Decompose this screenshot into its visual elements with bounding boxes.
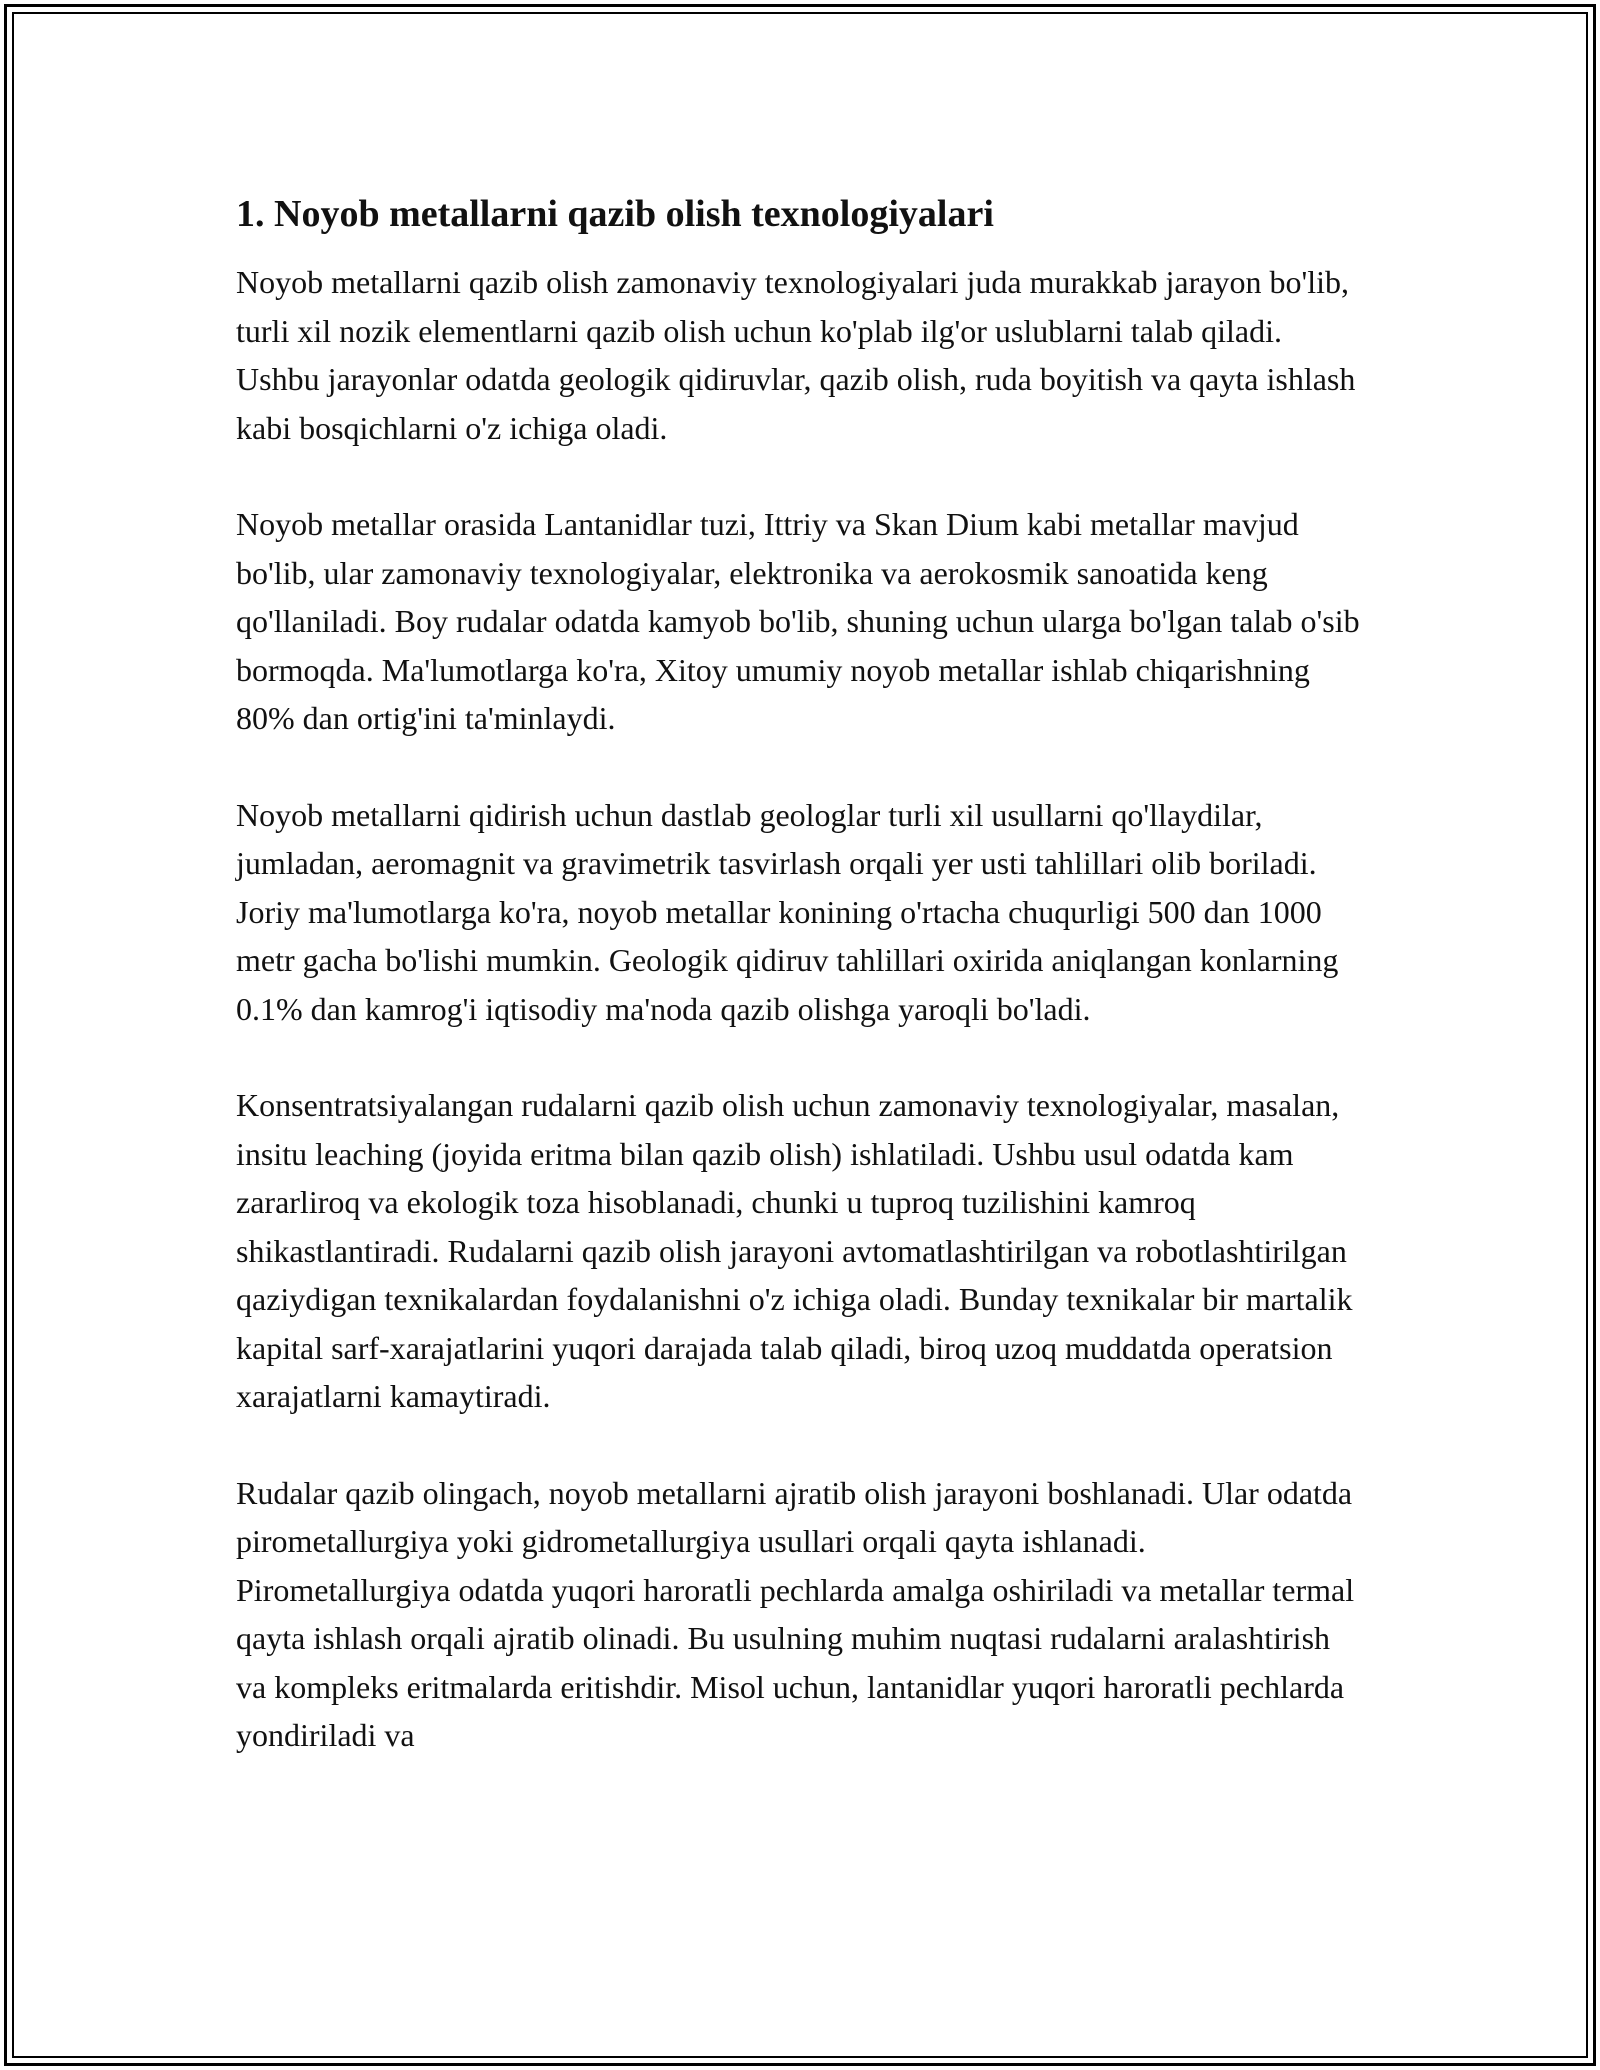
- document-body: [236, 188, 1366, 1808]
- paragraph-4: Konsentratsiyalangan rudalarni qazib olish uchun zamonaviy texnologiyalar, masalan, insitu leaching (joyida eritma bilan qazib olish) ishlatiladi. Ushbu usul odatda kam zararliroq va ekologik toza hisoblanadi, chunki u tuproq tuzilishini kamroq shikastlantiradi. Rudalarni qazib olish jarayoni avtomatlashtirilgan va robotlashtirilgan qaziydigan texnikalardan foydalanishni o'z ichiga oladi. Bunday texnikalar bir martalik kapital sarf-xarajatlarini yuqori darajada talab qiladi, biroq uzoq muddatda operatsion xarajatlarni kamaytiradi.: [236, 1087, 1353, 1414]
- paragraph-2: Noyob metallar orasida Lantanidlar tuzi, Ittriy va Skan Dium kabi metallar mavjud bo'lib, ular zamonaviy texnologiyalar, elektronika va aerokosmik sanoatida keng qo'llaniladi. Boy rudalar odatda kamyob bo'lib, shuning uchun ularga bo'lgan talab o'sib bormoqda. Ma'lumotlarga ko'ra, Xitoy umumiy noyob metallar ishlab chiqarishning 80% dan ortig'ini ta'minlaydi.: [236, 506, 1360, 736]
- paragraph-3: Noyob metallarni qidirish uchun dastlab geologlar turli xil usullarni qo'llaydilar, jumladan, aeromagnit va gravimetrik tasvirlash orqali yer usti tahlillari olib boriladi. Joriy ma'lumotlarga ko'ra, noyob metallar konining o'rtacha chuqurligi 500 dan 1000 metr gacha bo'lishi mumkin. Geologik qidiruv tahlillari oxirida aniqlangan konlarning 0.1% dan kamrog'i iqtisodiy ma'noda qazib olishga yaroqli bo'ladi.: [236, 796, 1339, 1027]
- paragraph-1: Noyob metallarni qazib olish zamonaviy texnologiyalari juda murakkab jarayon bo'lib, turli xil nozik elementlarni qazib olish uchun ko'plab ilg'or uslublarni talab qiladi. Ushbu jarayonlar odatda geologik qidiruvlar, qazib olish, ruda boyitish va qayta ishlash kabi bosqichlarni o'z ichiga oladi.: [236, 264, 1356, 446]
- section-heading: 1. Noyob metallarni qazib olish texnologiyalari: [236, 193, 994, 235]
- paragraph-5: Rudalar qazib olingach, noyob metallarni ajratib olish jarayoni boshlanadi. Ular odatda pirometallurgiya yoki gidrometallurgiya usullari orqali qayta ishlanadi. Pirometallurgiya odatda yuqori haroratli pechlarda amalga oshiriladi va metallar termal qayta ishlash orqali ajratib olinadi. Bu usulning muhim nuqtasi rudalarni aralashtirish va kompleks eritmalarda eritishdir. Misol uchun, lantanidlar yuqori haroratli pechlarda yondiriladi va: [236, 1474, 1355, 1753]
